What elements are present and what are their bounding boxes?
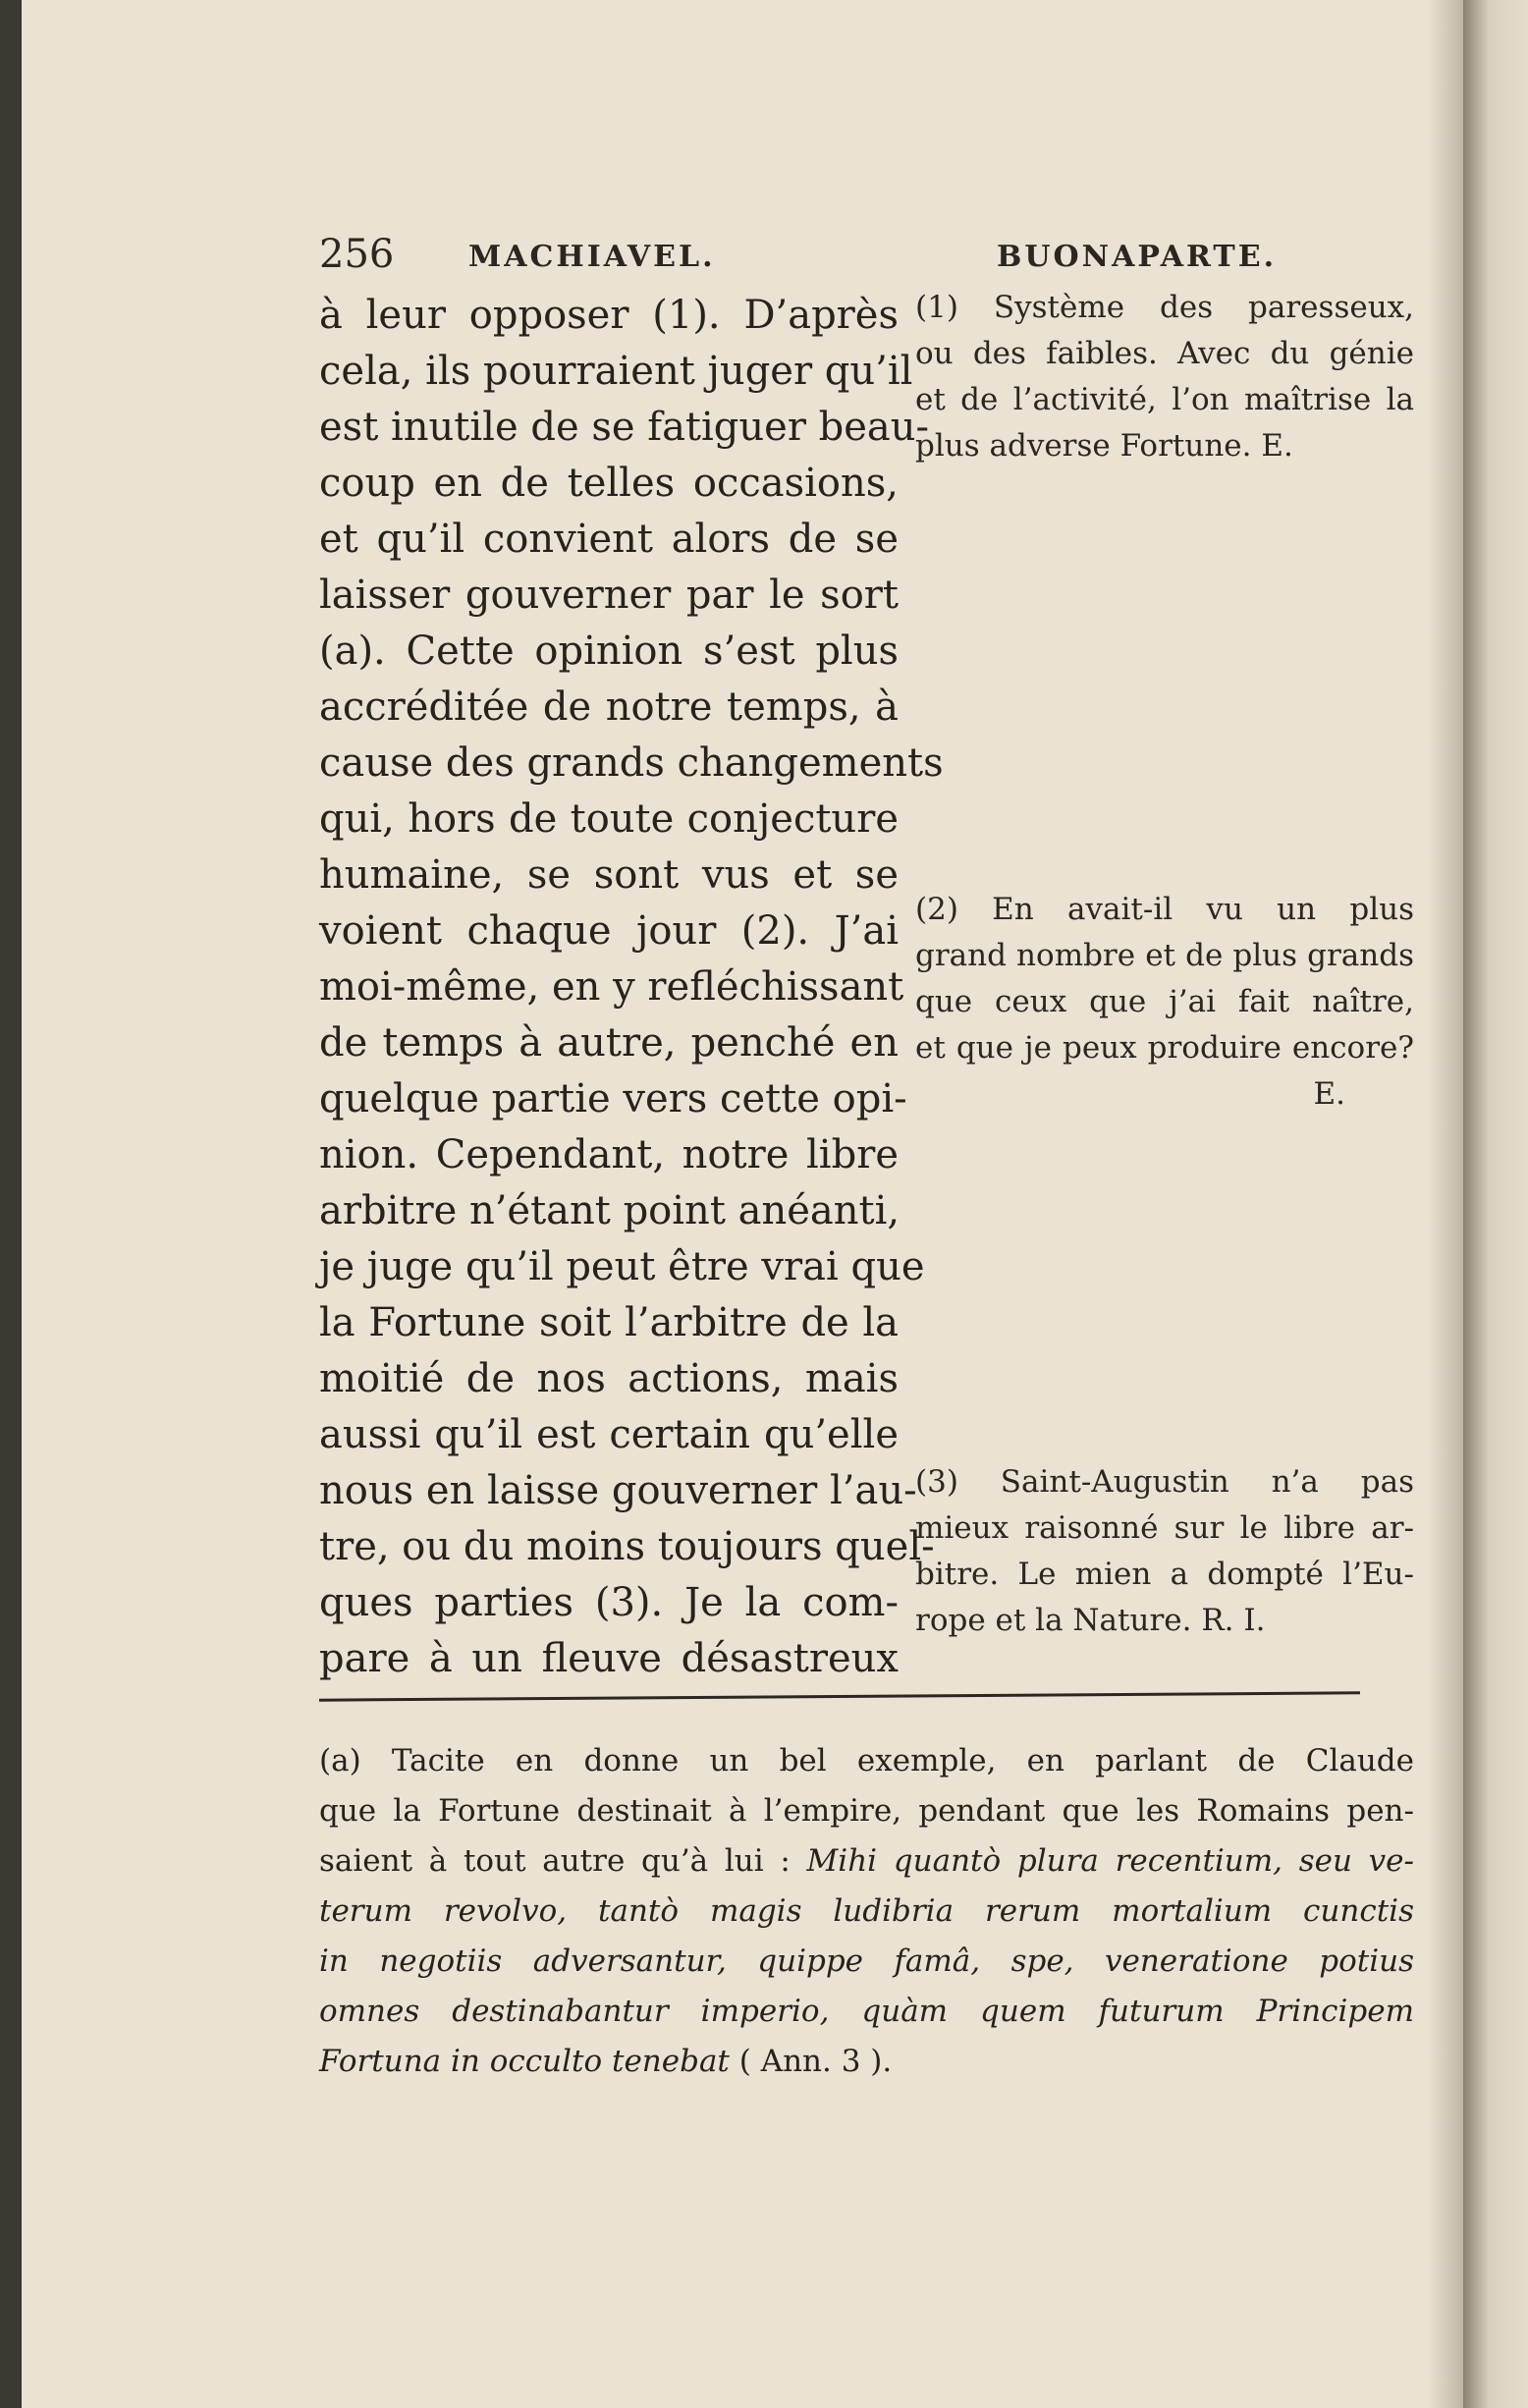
footnote (319, 1736, 1414, 2087)
main-text-line: tre, ou du moins toujours quel- (319, 1524, 935, 1569)
facing-page-edge (1463, 0, 1528, 2408)
side-note-1 (915, 285, 1414, 469)
side-note-line: (2) En avait-il vu un plus (915, 892, 1414, 927)
footnote-text-latin: Fortuna in occulto tenebat (319, 2044, 730, 2079)
side-note-line: mieux raisonné sur le libre ar- (915, 1510, 1414, 1546)
side-note-line: grand nombre et de plus grands (915, 938, 1414, 973)
footnote-text-roman: ( Ann. 3 ). (729, 2044, 893, 2079)
footnote-line (319, 2037, 1414, 2087)
footnote-line: (a) Tacite en donne un bel exemple, en parlant de Claude (319, 1743, 1414, 1779)
main-text-line: je juge qu’il peut être vrai que (319, 1244, 925, 1289)
main-text-column (319, 288, 944, 1687)
footnote-text-roman: saient à tout autre qu’à lui : (319, 1843, 807, 1879)
side-note-line: ou des faibles. Avec du génie (915, 336, 1414, 371)
main-text-line: moi-même, en y refléchissant (319, 964, 904, 1010)
main-text-line: nous en laisse gouverner l’au- (319, 1468, 917, 1513)
side-note-2 (915, 887, 1414, 1118)
main-text-line: et qu’il convient alors de se (319, 517, 899, 562)
side-note-line: rope et la Nature. R. I. (915, 1603, 1266, 1638)
main-text-line: à leur opposer (1). D’après (319, 293, 899, 338)
side-note-line: (3) Saint-Augustin n’a pas (915, 1464, 1414, 1500)
main-text-line: (a). Cette opinion s’est plus (319, 629, 899, 674)
footnote-text-latin: Mihi quantò plura recentium, seu ve- (806, 1843, 1415, 1879)
main-text-line: laisser gouverner par le sort (319, 573, 899, 618)
main-text-line: de temps à autre, penché en (319, 1020, 899, 1066)
side-note-line: et de l’activité, l’on maîtrise la (915, 382, 1414, 417)
main-text-line: cela, ils pourraient juger qu’il (319, 349, 913, 394)
side-note-signature: E. (1313, 1076, 1345, 1112)
main-text-line: voient chaque jour (2). J’ai (319, 908, 899, 954)
side-note-3 (915, 1459, 1414, 1644)
side-note-line: et que je peux produire encore? (915, 1030, 1414, 1066)
running-title-left: MACHIAVEL. (468, 240, 716, 274)
footnote-line (319, 1836, 1414, 1887)
main-text-line: aussi qu’il est certain qu’elle (319, 1412, 899, 1457)
running-title-right: BUONAPARTE. (997, 240, 1278, 274)
main-text-line: cause des grands changements (319, 740, 944, 786)
main-text-line: qui, hors de toute conjecture (319, 796, 899, 842)
main-text-line: moitié de nos actions, mais (319, 1356, 899, 1401)
main-text-line: humaine, se sont vus et se (319, 852, 899, 898)
footnote-line: terum revolvo, tantò magis ludibria rerum mortalium cunctis (319, 1893, 1414, 1929)
main-text-line: quelque partie vers cette opi- (319, 1076, 907, 1122)
page-gutter-shadow (1428, 0, 1463, 2408)
footnote-line: in negotiis adversantur, quippe famâ, spe, veneratione potius (319, 1943, 1414, 1979)
page-header (319, 232, 1340, 279)
side-note-line: bitre. Le mien a dompté l’Eu- (915, 1557, 1414, 1592)
main-text-line: pare à un fleuve désastreux (319, 1636, 899, 1681)
main-text-line: coup en de telles occasions, (319, 461, 899, 506)
page-number: 256 (319, 232, 395, 277)
main-text-line: la Fortune soit l’arbitre de la (319, 1300, 899, 1345)
side-note-line: plus adverse Fortune. E. (915, 428, 1293, 464)
main-text-line: nion. Cependant, notre libre (319, 1132, 899, 1177)
main-text-line: est inutile de se fatiguer beau- (319, 405, 930, 450)
side-note-line: que ceux que j’ai fait naître, (915, 984, 1414, 1019)
main-text-line: ques parties (3). Je la com- (319, 1580, 899, 1625)
footnote-line: que la Fortune destinait à l’empire, pendant que les Romains pen- (319, 1793, 1414, 1829)
main-text-line: arbitre n’étant point anéanti, (319, 1188, 900, 1233)
side-note-line: (1) Système des paresseux, (915, 290, 1414, 325)
footnote-line: omnes destinabantur imperio, quàm quem futurum Principem (319, 1994, 1414, 2029)
main-text-line: accréditée de notre temps, à (319, 684, 899, 730)
